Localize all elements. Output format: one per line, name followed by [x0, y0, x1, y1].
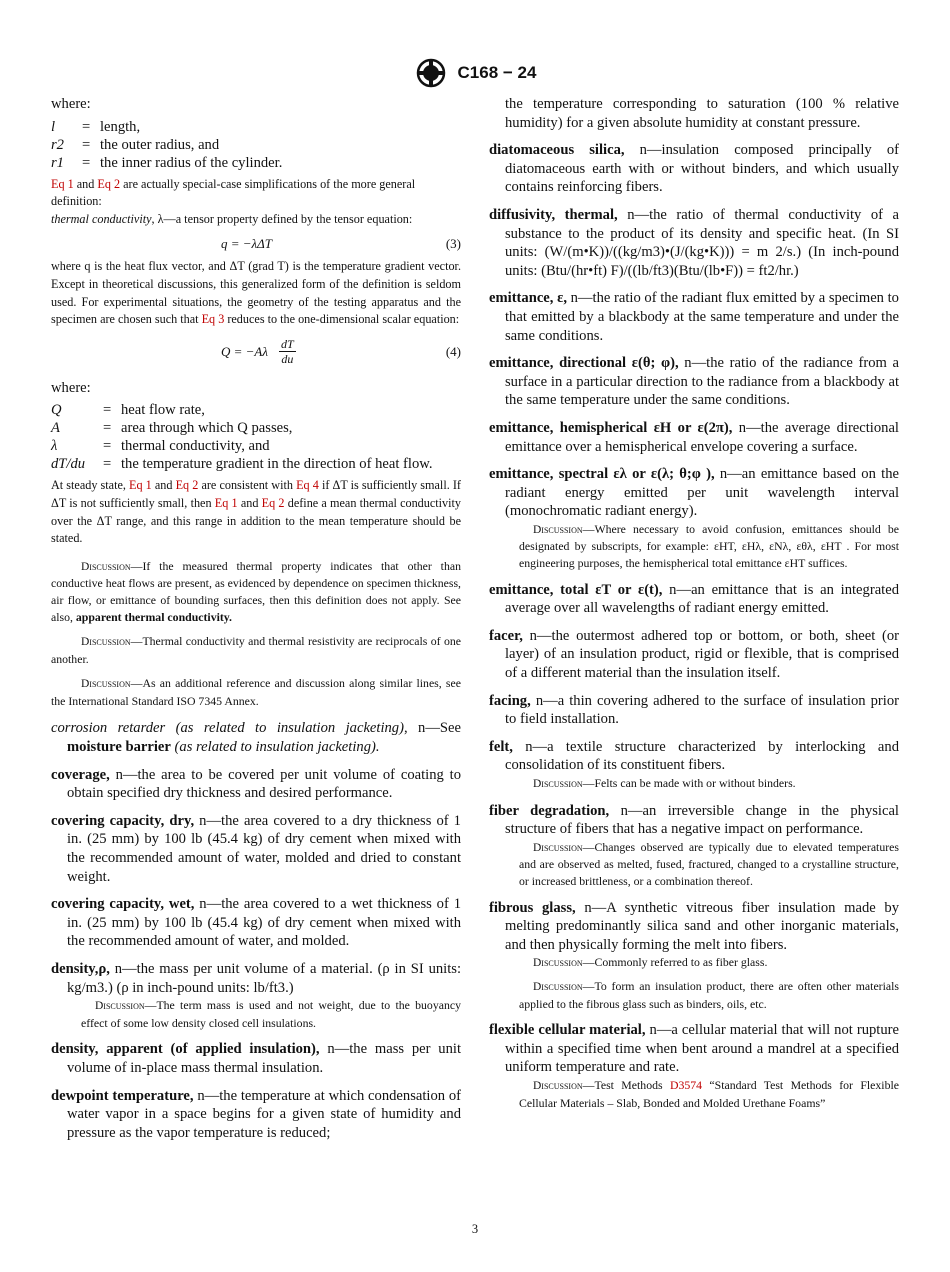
text: where q is the heat flux vector, and ΔT (grad T) is the temperature gradient vector. Except in theoretical discussions, this generalized form of the definition is seldom used. For experimental situations, the geometry of the testing apparatus and the specimen are chosen such that — [51, 259, 461, 327]
definition-entry — [489, 141, 899, 197]
definition-entry — [489, 289, 899, 345]
term: emittance, directional ε(θ; φ), — [489, 355, 679, 372]
discussion-label: Discussion — [533, 980, 583, 993]
term: covering capacity, dry, — [51, 812, 195, 829]
discussion-label: Discussion — [81, 560, 131, 573]
left-column — [51, 95, 461, 1151]
text: n—insulation composed principally of diatomaceous earth with or without binders, and which usually contains reinforcing fibers. — [505, 142, 899, 196]
discussion-label: Discussion — [95, 1000, 145, 1013]
astm-logo-icon — [414, 58, 448, 88]
text: n—a thin covering adhered to the surface of insulation prior to field installation. — [505, 692, 899, 728]
discussion-label: Discussion — [533, 1079, 583, 1092]
equation-4 — [51, 337, 461, 371]
equation-text: Q = −Aλ — [221, 343, 269, 359]
text: n—A synthetic vitreous fiber insulation made by melting predominantly silica sand and other inorganic materials, and then physically forming the melt into fibers. — [505, 899, 899, 953]
variable-row — [51, 118, 461, 136]
text: n—the area covered to a dry thickness of 1 in. (25 mm) by 100 lb (45.4 kg) of dry cement when mixed with the recommended amount of water, molded and dried to constant weight. — [67, 812, 461, 885]
equals: = — [103, 420, 112, 437]
equals: = — [103, 438, 112, 455]
text: —Where necessary to avoid confusion, emittances should be designated by subscripts, for example: εHT, εHλ, εNλ, εθλ, εHT . For most engineering purposes, the hemispherical total emittance εHT suffices. — [519, 521, 899, 571]
definition-entry — [51, 895, 461, 951]
equals: = — [82, 136, 91, 153]
variable-description: the temperature gradient in the direction of heat flow. — [121, 456, 433, 473]
text: n—an irreversible change in the physical structure of fibers that has a negative impact on performance. — [505, 802, 899, 838]
text: are consistent with — [198, 478, 297, 493]
term: emittance, spectral ελ or ε(λ; θ;φ ), — [489, 466, 715, 483]
definition-entry — [51, 719, 461, 756]
discussion-note — [505, 954, 899, 972]
definition-entry — [51, 812, 461, 886]
discussion-note — [505, 775, 899, 793]
eq2-link[interactable]: Eq 2 — [175, 478, 199, 493]
discussion-note — [505, 521, 899, 572]
discussion-label: Discussion — [533, 523, 583, 536]
discussion-note — [505, 839, 899, 890]
definition-entry — [51, 1087, 461, 1143]
term: diatomaceous silica, — [489, 142, 625, 159]
text: , λ—a tensor property defined by the tensor equation: — [151, 211, 413, 226]
text: —To form an insulation product, there are often other materials applied to the fibrous glass such as binders, oils, etc. — [519, 978, 899, 1011]
equals: = — [82, 154, 91, 171]
eq1-link[interactable]: Eq 1 — [51, 176, 74, 191]
page-header — [0, 58, 950, 88]
definition-entry — [489, 692, 899, 729]
variable-description: the inner radius of the cylinder. — [100, 154, 283, 171]
right-column — [489, 95, 899, 1120]
variable-row — [51, 437, 461, 455]
text: n—a textile structure characterized by interlocking and consolidation of its constituent fibers. — [505, 738, 899, 774]
text: n—an emittance based on the radiant energy emitted per unit wavelength interval (monochromatic radiant energy). — [505, 466, 899, 520]
definition-entry — [489, 738, 899, 793]
variable-row — [51, 136, 461, 154]
term: facing, — [489, 692, 531, 709]
term: dewpoint temperature, — [51, 1087, 194, 1104]
text: reduces to the one-dimensional scalar equation: — [224, 312, 460, 327]
paragraph-heat-flux — [51, 258, 461, 328]
term: corrosion retarder (as related to insulation jacketing) — [51, 720, 404, 737]
text: n—an emittance that is an integrated average over all wavelengths of radiant energy emitted. — [505, 581, 899, 617]
definition-entry — [489, 581, 899, 618]
discussion-note — [505, 978, 899, 1012]
discussion-label: Discussion — [81, 678, 131, 691]
d3574-link[interactable]: D3574 — [669, 1077, 703, 1092]
term: emittance, total εT or ε(t), — [489, 581, 663, 598]
page-number: 3 — [471, 1222, 479, 1236]
equation-number: (3) — [445, 236, 461, 252]
text: —Test Methods — [582, 1077, 670, 1092]
term: coverage, — [51, 766, 110, 783]
text: —Commonly referred to as fiber glass. — [582, 955, 768, 970]
variable-symbol: dT/du — [51, 456, 86, 473]
variable-row — [51, 419, 461, 437]
definition-entry — [489, 206, 899, 280]
text: n—the area to be covered per unit volume of coating to obtain specified dry thickness and desired performance. — [67, 766, 461, 802]
text: are actually special-case simplifications of the more general definition: — [51, 176, 416, 209]
term: felt, — [489, 738, 513, 755]
definition-entry — [489, 899, 899, 1013]
term: facer, — [489, 627, 523, 644]
definition-entry — [489, 1021, 899, 1111]
variable-description: thermal conductivity, and — [121, 438, 270, 455]
discussion-note — [51, 633, 461, 667]
document-designation: C168 − 24 — [457, 63, 537, 82]
equals: = — [82, 118, 91, 135]
term: thermal conductivity — [51, 211, 152, 226]
equation-number: (4) — [445, 343, 461, 359]
variable-symbol: l — [51, 118, 56, 135]
variable-symbol: A — [51, 420, 60, 437]
text: —As an additional reference and discussion along similar lines, see the International Standard ISO 7345 Annex. — [51, 676, 461, 708]
text: and — [237, 495, 262, 510]
text: if ΔT is sufficiently small. If ΔT is not sufficiently small, then — [51, 478, 461, 510]
text: n—the outermost adhered top or bottom, or both, sheet (or layer) of an insulation product, rigid or flexible, that is comprised of a different material than the insulation itself. — [505, 627, 899, 682]
text: —The term mass is used and not weight, due to the buoyancy effect of some low density closed cell insulations. — [81, 998, 461, 1030]
text: n—the mass per unit volume of in-place mass thermal insulation. — [67, 1041, 461, 1076]
text: n—a cellular material that will not rupture within a specified time when bent around a mandrel at a specified uniform temperature and rate. — [505, 1022, 899, 1076]
text: At steady state, — [51, 478, 130, 493]
text: n—the ratio of the radiant flux emitted by a specimen to that emitted by a blackbody at the same temperature and under the same conditions. — [505, 290, 899, 344]
equation-text: q = −λΔT — [221, 236, 273, 252]
definition-continuation: the temperature corresponding to saturation (100 % relative humidity) for a given absolute humidity at constant pressure. — [505, 96, 899, 131]
term: covering capacity, wet, — [51, 896, 195, 913]
bold-ref: moisture barrier — [67, 739, 171, 756]
text: n—the ratio of thermal conductivity of a substance to the product of its density and specific heat. (In SI units: (W/(m•K))/((kg/m3)•(J/(kg•K))) = m 2/s.) (In inch-pound units: (Btu/(hr•ft) F)/((lb/ft3)(Btu/(lb•F)) = ft2/hr.) — [505, 206, 899, 279]
discussion-label: Discussion — [533, 957, 583, 970]
definition-entry — [489, 802, 899, 890]
definition-entry — [489, 465, 899, 572]
eq2-link[interactable]: Eq 2 — [261, 495, 285, 510]
discussion-label: Discussion — [81, 636, 131, 649]
text: —Felts can be made with or without binders. — [582, 776, 796, 790]
term: density, apparent (of applied insulation), — [51, 1041, 320, 1058]
text: (as related to insulation jacketing). — [170, 739, 380, 756]
denominator: du — [281, 351, 294, 366]
equals: = — [103, 402, 112, 419]
variable-symbol: Q — [51, 402, 62, 419]
definition-entry — [489, 354, 899, 410]
term: fibrous glass, — [489, 899, 576, 916]
text: —If the measured thermal property indicates that other than conductive heat flows are present, as evidenced by dependence on specimen thickness, air flow, or emittance of bounding surfaces, then this definition does not apply. See also, — [51, 558, 461, 624]
text: —Thermal conductivity and thermal resistivity are reciprocals of one another. — [51, 634, 461, 666]
term: diffusivity, thermal, — [489, 206, 618, 223]
paragraph-steady-state — [51, 477, 461, 547]
eq2-link[interactable]: Eq 2 — [97, 176, 121, 191]
text: define a mean thermal conductivity over the ΔT range, and this range in addition to the mean temperature should be stated. — [51, 495, 462, 546]
text: —Changes observed are typically due to elevated temperatures and are observed as melted, fused, fractured, changed to a crystalline structure, or increased brittleness, or a combination thereof. — [519, 839, 899, 888]
variable-row — [51, 154, 461, 172]
fraction — [279, 337, 296, 366]
variable-description: area through which Q passes, — [121, 420, 293, 437]
variable-symbol: λ — [51, 438, 58, 455]
variable-description: heat flow rate, — [121, 402, 205, 419]
eq3-link[interactable]: Eq 3 — [201, 312, 225, 327]
definition-entry — [489, 627, 899, 683]
thermal-conductivity-def — [51, 211, 461, 229]
eq4-link[interactable]: Eq 4 — [296, 478, 319, 493]
paragraph-special-case — [51, 176, 461, 211]
text: and — [73, 176, 98, 191]
text: , n—See — [403, 720, 461, 737]
text: n—the average directional emittance over a hemispherical envelope covering a surface. — [505, 419, 899, 455]
text: n—the mass per unit volume of a material. (ρ in SI units: kg/m3.) (ρ in inch-pound units: lb/ft3.) — [67, 961, 461, 996]
variable-description: the outer radius, and — [100, 136, 220, 153]
definition-entry — [51, 960, 461, 1031]
equation-3 — [51, 236, 461, 258]
definition-entry — [51, 766, 461, 803]
variable-symbol: r1 — [51, 154, 64, 171]
text: and — [151, 478, 176, 493]
text: n—the area covered to a wet thickness of 1 in. (25 mm) by 100 lb (45.4 kg) of dry cement when mixed with the recommended amount of water, and molded. — [67, 896, 461, 950]
discussion-label: Discussion — [533, 778, 583, 790]
discussion-note — [51, 675, 461, 709]
variable-row — [51, 455, 461, 473]
term: emittance, hemispherical εH or ε(2π), — [489, 419, 733, 436]
numerator: dT — [281, 336, 294, 351]
term: emittance, ε, — [489, 290, 567, 307]
term: density,ρ, — [51, 961, 110, 977]
discussion-note — [67, 997, 461, 1031]
term: flexible cellular material, — [489, 1022, 646, 1039]
discussion-label: Discussion — [533, 841, 583, 854]
where-label: where: — [51, 379, 91, 396]
discussion-note — [505, 1077, 899, 1111]
eq1-link[interactable]: Eq 1 — [214, 495, 238, 510]
term: fiber degradation, — [489, 802, 610, 819]
equals: = — [103, 456, 112, 473]
text: n—the ratio of the radiance from a surface in a particular direction to the radiance from a blackbody at the same temperature under the same conditions. — [505, 355, 899, 409]
variable-description: length, — [100, 118, 141, 135]
where-label: where: — [51, 96, 91, 112]
definition-entry — [51, 1040, 461, 1077]
eq1-link[interactable]: Eq 1 — [129, 478, 152, 493]
text: “Standard Test Methods for Flexible Cellular Materials – Slab, Bonded and Molded Urethane Foams” — [519, 1077, 899, 1110]
bold-ref: apparent thermal conductivity. — [75, 609, 232, 624]
discussion-note — [51, 558, 461, 625]
variable-symbol: r2 — [51, 136, 64, 153]
text: n—the temperature at which condensation of water vapor in a space begins for a given state of humidity and pressure as the vapor temperature is reduced; — [67, 1087, 461, 1141]
definition-entry — [489, 419, 899, 456]
variable-row — [51, 401, 461, 419]
